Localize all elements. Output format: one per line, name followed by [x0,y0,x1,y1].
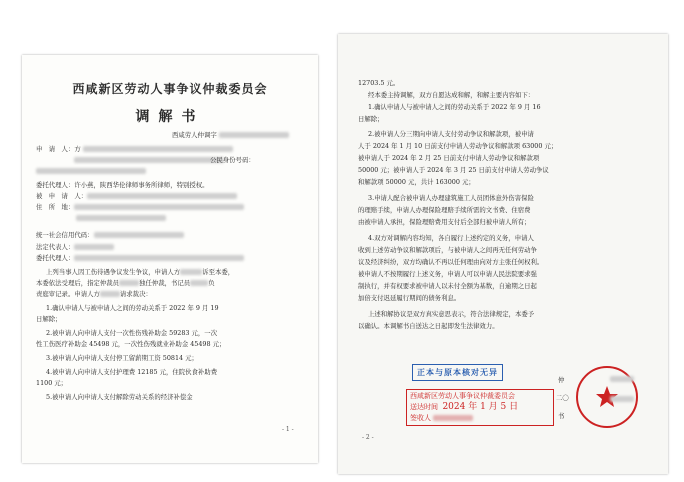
claim-5: 5.被申请人向申请人支付解除劳动关系的经济补偿金 [46,393,193,401]
applicant-row-2 [36,156,224,164]
term-1a: 1.确认申请人与被申请人之间的劳动关系于 2022 年 9 月 16 [368,103,541,111]
claim-4b: 1100 元； [36,379,68,387]
term-3a: 3.申请人配合被申请人办理建筑施工人员团体意外伤害保险 [368,194,534,202]
page-number: - 1 - [282,426,294,433]
term-3c: 由被申请人承担，保险理赔费用支付后全部归被申请人所有； [358,218,531,226]
stamp-signee: 签收人 [410,413,550,424]
id-number-label: 公民身份号码： [210,156,255,164]
term-4c: 议及经济纠纷，双方均确认不再以任何理由向对方主张任何权利。 [358,258,544,266]
id-number-row [36,167,146,175]
term-4a: 4.双方对调解内容均知，各自履行上述约定的义务，申请人 [368,234,534,242]
committee-title: 西咸新区劳动人事争议仲裁委员会 [72,82,268,96]
date-label: 二〇 [556,394,569,402]
address-row-2 [36,214,166,222]
term-2c: 被申请人于 2024 年 2 月 25 日前支付申请人劳动争议和解款项 [358,154,540,162]
term-3b: 的理赔手续，申请人办理保险理赔手续所需的文书费、住宿费 [358,206,531,214]
respondent-row: 被 申 请 人： [36,192,237,200]
closing-b: 以确认。本调解书自送达之日起即发生法律效力。 [358,322,499,330]
document-page-1 [22,55,318,463]
term-1b: 日解除； [358,115,384,123]
claim-2b: 性工伤医疗补助金 45498 元，一次性伤残就业补助金 45498 元； [36,340,226,348]
document-page-2 [338,34,668,474]
agent2-row: 委托代理人： [36,254,244,262]
amount-carryover: 12703.5 元。 [358,79,400,87]
term-2d: 50000 元；被申请人于 2024 年 3 月 25 日前支付申请人劳动争议 [358,166,549,174]
clerk-label: 书 [558,412,565,420]
body-line-3: 责庭审记录。申请人方 请求裁决： [36,290,152,298]
stamp-delivery-date: 送达时间 2024 年 1 月 5 日 [410,402,519,412]
redacted-signature [610,376,634,382]
term-2b: 人于 2024 年 1 月 10 日前支付申请人劳动争议和解款项 63000 元； [358,142,558,150]
certified-copy-stamp: 正本与原本核对无异 [412,364,503,381]
mediation-intro: 经本委主持调解，双方自愿达成和解，和解主要内容如下： [368,91,535,99]
term-4b: 收到上述劳动争议和解款项后，与被申请人之间再无任何劳动争 [358,246,537,254]
claim-1a: 1.确认申请人与被申请人之间的劳动关系于 2022 年 9 月 19 [46,304,219,312]
credit-code-row: 统一社会信用代码： [36,231,184,239]
claim-4a: 4.被申请人向申请人支付护理费 12185 元，住院伙食补助费 [46,368,218,376]
claim-3: 3.被申请人向申请人支付停工留薪期工资 50814 元； [46,354,198,362]
body-line-2: 本委依法受理后，指定仲裁员 独任仲裁，书记员 负 [36,279,215,287]
case-number: 西咸劳人仲调字 [172,131,289,139]
closing-a: 上述和解协议是双方真实意思表示，符合法律规定，本委予 [368,310,535,318]
term-2a: 2.被申请人分三期向申请人支付劳动争议和解款项，被申请 [368,130,534,138]
stamp-org-name: 西咸新区劳动人事争议仲裁委员会 [410,392,515,400]
term-4e: 制执行，并有权要求被申请人以未付全额为基数，自逾期之日起 [358,282,537,290]
claim-2a: 2.被申请人向申请人支付一次性伤残补助金 59283 元，一次 [46,329,218,337]
term-2e: 和解款项 50000 元，共计 163000 元； [358,178,475,186]
body-line-1: 上列当事人因工伤待遇争议发生争议，申请人方 诉至本委， [46,268,235,276]
page-number: - 2 - [362,434,374,441]
agent-row: 委托代理人：许小燕，陕西华伦律师事务所律师，特别授权。 [36,181,209,189]
claim-1b: 日解除； [36,315,62,323]
address-row: 住 所 地： [36,203,244,211]
term-4d: 被申请人不按期履行上述义务，申请人可以申请人民法院要求强 [358,270,537,278]
legal-rep-row: 法定代表人： [36,243,114,251]
term-4f: 加倍支付迟延履行期间的债务利息。 [358,294,461,302]
redacted-date [610,396,634,402]
applicant-row: 申 请 人：方 [36,145,233,153]
delivery-receipt-stamp [406,389,554,426]
arbitrator-label: 仲 [558,376,565,384]
document-title: 调解书 [135,109,205,125]
